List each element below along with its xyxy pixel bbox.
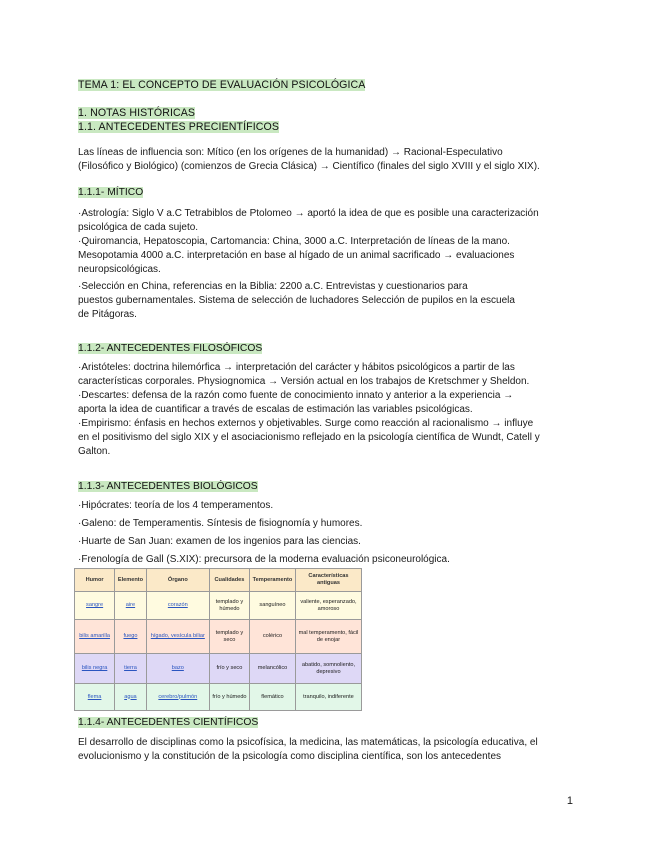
page-number: 1 (566, 795, 573, 807)
subsection-heading-filosoficos: 1.1.2- ANTECEDENTES FILOSÓFICOS (78, 343, 263, 354)
table-cell-link[interactable]: hígado, vesícula biliar (146, 620, 209, 654)
table-cell-link[interactable]: bilis amarilla (75, 620, 115, 654)
biologicos-item: ·Hipócrates: teoría de los 4 temperamentos. (78, 500, 274, 511)
table-cell: mal temperamento, fácil de enojar (295, 620, 361, 654)
table-cell: templado y húmedo (209, 592, 249, 620)
table-cell: frío y húmedo (209, 684, 249, 711)
biologicos-item: ·Galeno: de Temperamentis. Síntesis de fisiognomía y humores. (78, 518, 363, 529)
intro-paragraph: Las líneas de influencia son: Mítico (en los orígenes de la humanidad) → Racional-Especulativo (Filosófico y Biológico) (comienzos de Grecia Clásica) → Científico (finales del siglo XVIII y el siglo XIX). (78, 147, 540, 172)
table-cell: frío y seco (209, 654, 249, 684)
document-title: TEMA 1: EL CONCEPTO DE EVALUACIÓN PSICOLÓGICA (78, 79, 366, 91)
table-header-cell: Elemento (115, 569, 147, 592)
table-cell: abatido, somnoliento, depresivo (295, 654, 361, 684)
table-cell: tranquilo, indiferente (295, 684, 361, 711)
table-row (75, 684, 362, 711)
mitico-paragraph-1: ·Astrología: Siglo V a.C Tetrabiblos de Ptolomeo → aportó la idea de que es posible una caracterización psicológica de cada sujeto. ·Quiromancia, Hepatoscopia, Cartomancia: China, 3000 a.C. Interpretación de líneas de la mano. Mesopotamia 4000 a.C. interpretación en base al hígado de un animal sacrificado → evaluaciones neuropsicológicas. (78, 208, 539, 275)
cientificos-paragraph: El desarrollo de disciplinas como la psicofísica, la medicina, las matemáticas, la psicología educativa, el evolucionismo y la constitución de la psicología como disciplina científica, son los antecedentes (78, 737, 538, 762)
table-header-cell: Órgano (146, 569, 209, 592)
table-header-cell: Características antiguas (295, 569, 361, 592)
table-header-row (75, 569, 362, 592)
section-heading-historical-notes: 1. NOTAS HISTÓRICAS (78, 107, 196, 119)
table-cell: colérico (250, 620, 296, 654)
table-row (75, 592, 362, 620)
table-cell: flemático (250, 684, 296, 711)
table-cell-link[interactable]: bazo (146, 654, 209, 684)
subsection-heading-biologicos: 1.1.3- ANTECEDENTES BIOLÓGICOS (78, 481, 258, 492)
table-cell-link[interactable]: tierra (115, 654, 147, 684)
table-cell: valiente, esperanzado, amoroso (295, 592, 361, 620)
table-cell-link[interactable]: fuego (115, 620, 147, 654)
table-cell: templado y seco (209, 620, 249, 654)
table-header-cell: Humor (75, 569, 115, 592)
table-cell-link[interactable]: aire (115, 592, 147, 620)
table-header-cell: Cualidades (209, 569, 249, 592)
table-cell-link[interactable]: sangre (75, 592, 115, 620)
table-cell-link[interactable]: bilis negra (75, 654, 115, 684)
table-cell-link[interactable]: corazón (146, 592, 209, 620)
table-cell-link[interactable]: cerebro/pulmón (146, 684, 209, 711)
table-row (75, 620, 362, 654)
subsection-heading-mitico: 1.1.1- MÍTICO (78, 187, 144, 198)
table-header-cell: Temperamento (250, 569, 296, 592)
biologicos-item: ·Frenología de Gall (S.XIX): precursora de la moderna evaluación psiconeurológica. (78, 554, 450, 565)
table-row (75, 654, 362, 684)
table-cell-link[interactable]: agua (115, 684, 147, 711)
table-cell: melancólico (250, 654, 296, 684)
subsection-heading-cientificos: 1.1.4- ANTECEDENTES CIENTÍFICOS (78, 717, 259, 728)
filosoficos-paragraph: ·Aristóteles: doctrina hilemórfica → interpretación del carácter y hábitos psicológicos a partir de las características corporales. Physiognomica → Versión actual en los trabajos de Kretschmer y Sheldon. ·Descartes: defensa de la razón como fuente de conocimiento innato y anterior a la experiencia → aporta la idea de cuantificar a través de escalas de estimación las variables psicológicas. ·Empirismo: énfasis en hechos externos y objetivables. Surge como reacción al racionalismo → influye en el positivismo del siglo XIX y el asociacionismo reflejado en la psicología científica de Wundt, Catell y Galton. (78, 362, 540, 457)
mitico-paragraph-2: ·Selección en China, referencias en la Biblia: 2200 a.C. Entrevistas y cuestionarios para puestos gubernamentales. Sistema de selección de luchadores Selección de pupilos en la escuela de Pitágoras. (78, 281, 515, 320)
table-cell-link[interactable]: flema (75, 684, 115, 711)
table-cell: sanguíneo (250, 592, 296, 620)
section-heading-prescientific: 1.1. ANTECEDENTES PRECIENTÍFICOS (78, 121, 279, 133)
humors-table (74, 568, 362, 711)
biologicos-item: ·Huarte de San Juan: examen de los ingenios para las ciencias. (78, 536, 361, 547)
